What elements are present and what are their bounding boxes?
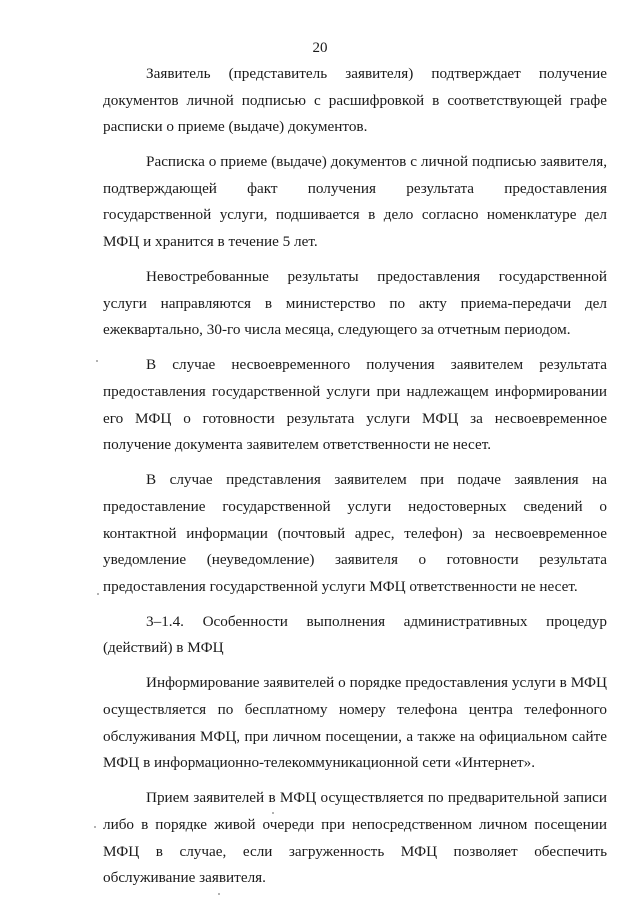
scan-speck	[96, 360, 98, 362]
page-number: 20	[312, 40, 328, 56]
paragraph-receipt-storage: Расписка о приеме (выдаче) документов с личной подписью заявителя, подтверждающей факт получения результата предоставления государственной услуги, подшивается в дело согласно номенклатуре дел МФЦ и хранится в течение 5 лет.	[103, 153, 607, 251]
paragraph-late-receipt: В случае несвоевременного получения заявителем результата предоставления государственной услуги при надлежащем информировании его МФЦ о готовности результата услуги МФЦ за несвоевременное получение документа заявителем ответственности не несет.	[103, 356, 607, 454]
paragraph-invalid-contact-info: В случае представления заявителем при подаче заявления на предоставление государственной услуги недостоверных сведений о контактной информации (почтовый адрес, телефон) за несвоевременное уведомление (неуведомление) заявителя о готовности результата предоставления государственной услуги МФЦ ответственности не несет.	[103, 471, 607, 595]
scan-speck	[218, 893, 220, 895]
scan-speck	[97, 593, 99, 595]
scan-speck	[94, 826, 96, 828]
section-heading-mfc-procedures: 3–1.4. Особенности выполнения административных процедур (действий) в МФЦ	[103, 612, 607, 657]
document-body	[103, 61, 607, 892]
paragraph-applicant-reception: Прием заявителей в МФЦ осуществляется по предварительной записи либо в порядке живой очереди при непосредственном личном посещении МФЦ в случае, если загруженность МФЦ позволяет обеспечить обслуживание заявителя.	[103, 789, 607, 887]
paragraph-informing-applicants: Информирование заявителей о порядке предоставления услуги в МФЦ осуществляется по бесплатному номеру телефона центра телефонного обслуживания МФЦ, при личном посещении, а также на официальном сайте МФЦ в информационно-телекоммуникационной сети «Интернет».	[103, 674, 607, 772]
paragraph-unclaimed-results: Невостребованные результаты предоставления государственной услуги направляются в министерство по акту приема-передачи дел ежеквартально, 30-го числа месяца, следующего за отчетным периодом.	[103, 268, 607, 339]
scan-speck	[272, 812, 274, 814]
paragraph-signature-confirmation: Заявитель (представитель заявителя) подтверждает получение документов личной подписью с расшифровкой в соответствующей графе расписки о приеме (выдаче) документов.	[103, 65, 607, 136]
